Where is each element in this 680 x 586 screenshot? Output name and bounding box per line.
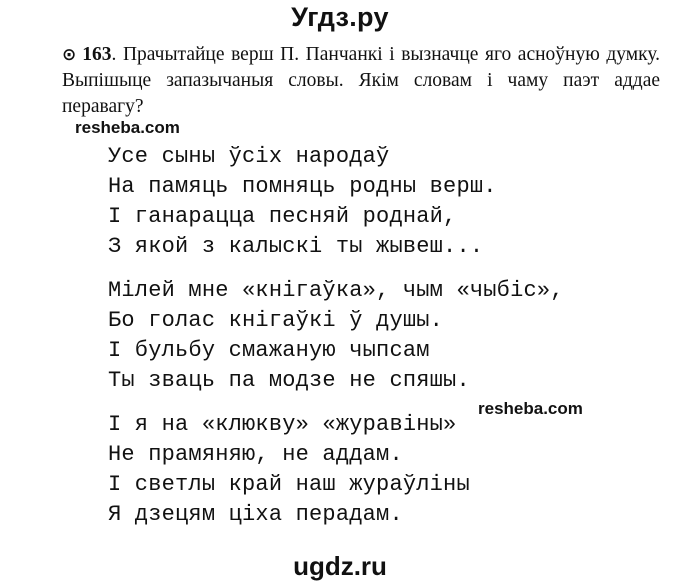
- resheba-watermark: resheba.com: [478, 399, 583, 418]
- poem-line: І ганарацца песняй роднай,: [108, 204, 457, 229]
- task-number: 163: [82, 44, 112, 65]
- poem-stanza: [108, 410, 564, 530]
- task-statement: [62, 42, 660, 120]
- poem-stanza: [108, 142, 564, 262]
- poem-line: З якой з калыскі ты жывеш...: [108, 234, 484, 259]
- site-watermark-top: Угдз.ру: [291, 2, 389, 32]
- poem-line: І я на «клюкву» «журавіны»: [108, 412, 457, 437]
- poem-line: І бульбу смажаную чыпсам: [108, 338, 430, 363]
- poem-stanza: [108, 276, 564, 396]
- poem-line: Мілей мне «кнігаўка», чым «чыбіс»,: [108, 278, 564, 303]
- poem-line: І светлы край наш жураўліны: [108, 472, 470, 497]
- site-watermark-bottom: ugdz.ru: [293, 551, 387, 581]
- poem-line: Я дзецям ціха перадам.: [108, 502, 403, 527]
- task-text: . Прачытайце верш П. Панчанкі і вызначце яго асноўную думку. Выпішыце запазычаныя словы. Якім словам і чаму паэт аддае перавагу?: [62, 44, 660, 117]
- resheba-watermark: resheba.com: [75, 118, 180, 137]
- poem: [108, 142, 564, 544]
- poem-line: Не прамяняю, не аддам.: [108, 442, 403, 467]
- poem-line: Бо голас кнігаўкі ў душы.: [108, 308, 444, 333]
- poem-line: На памяць помняць родны верш.: [108, 174, 497, 199]
- circled-dot-icon: ⊙: [62, 45, 77, 65]
- poem-line: Усе сыны ўсіх народаў: [108, 144, 390, 169]
- poem-line: Ты зваць па модзе не спяшы.: [108, 368, 470, 393]
